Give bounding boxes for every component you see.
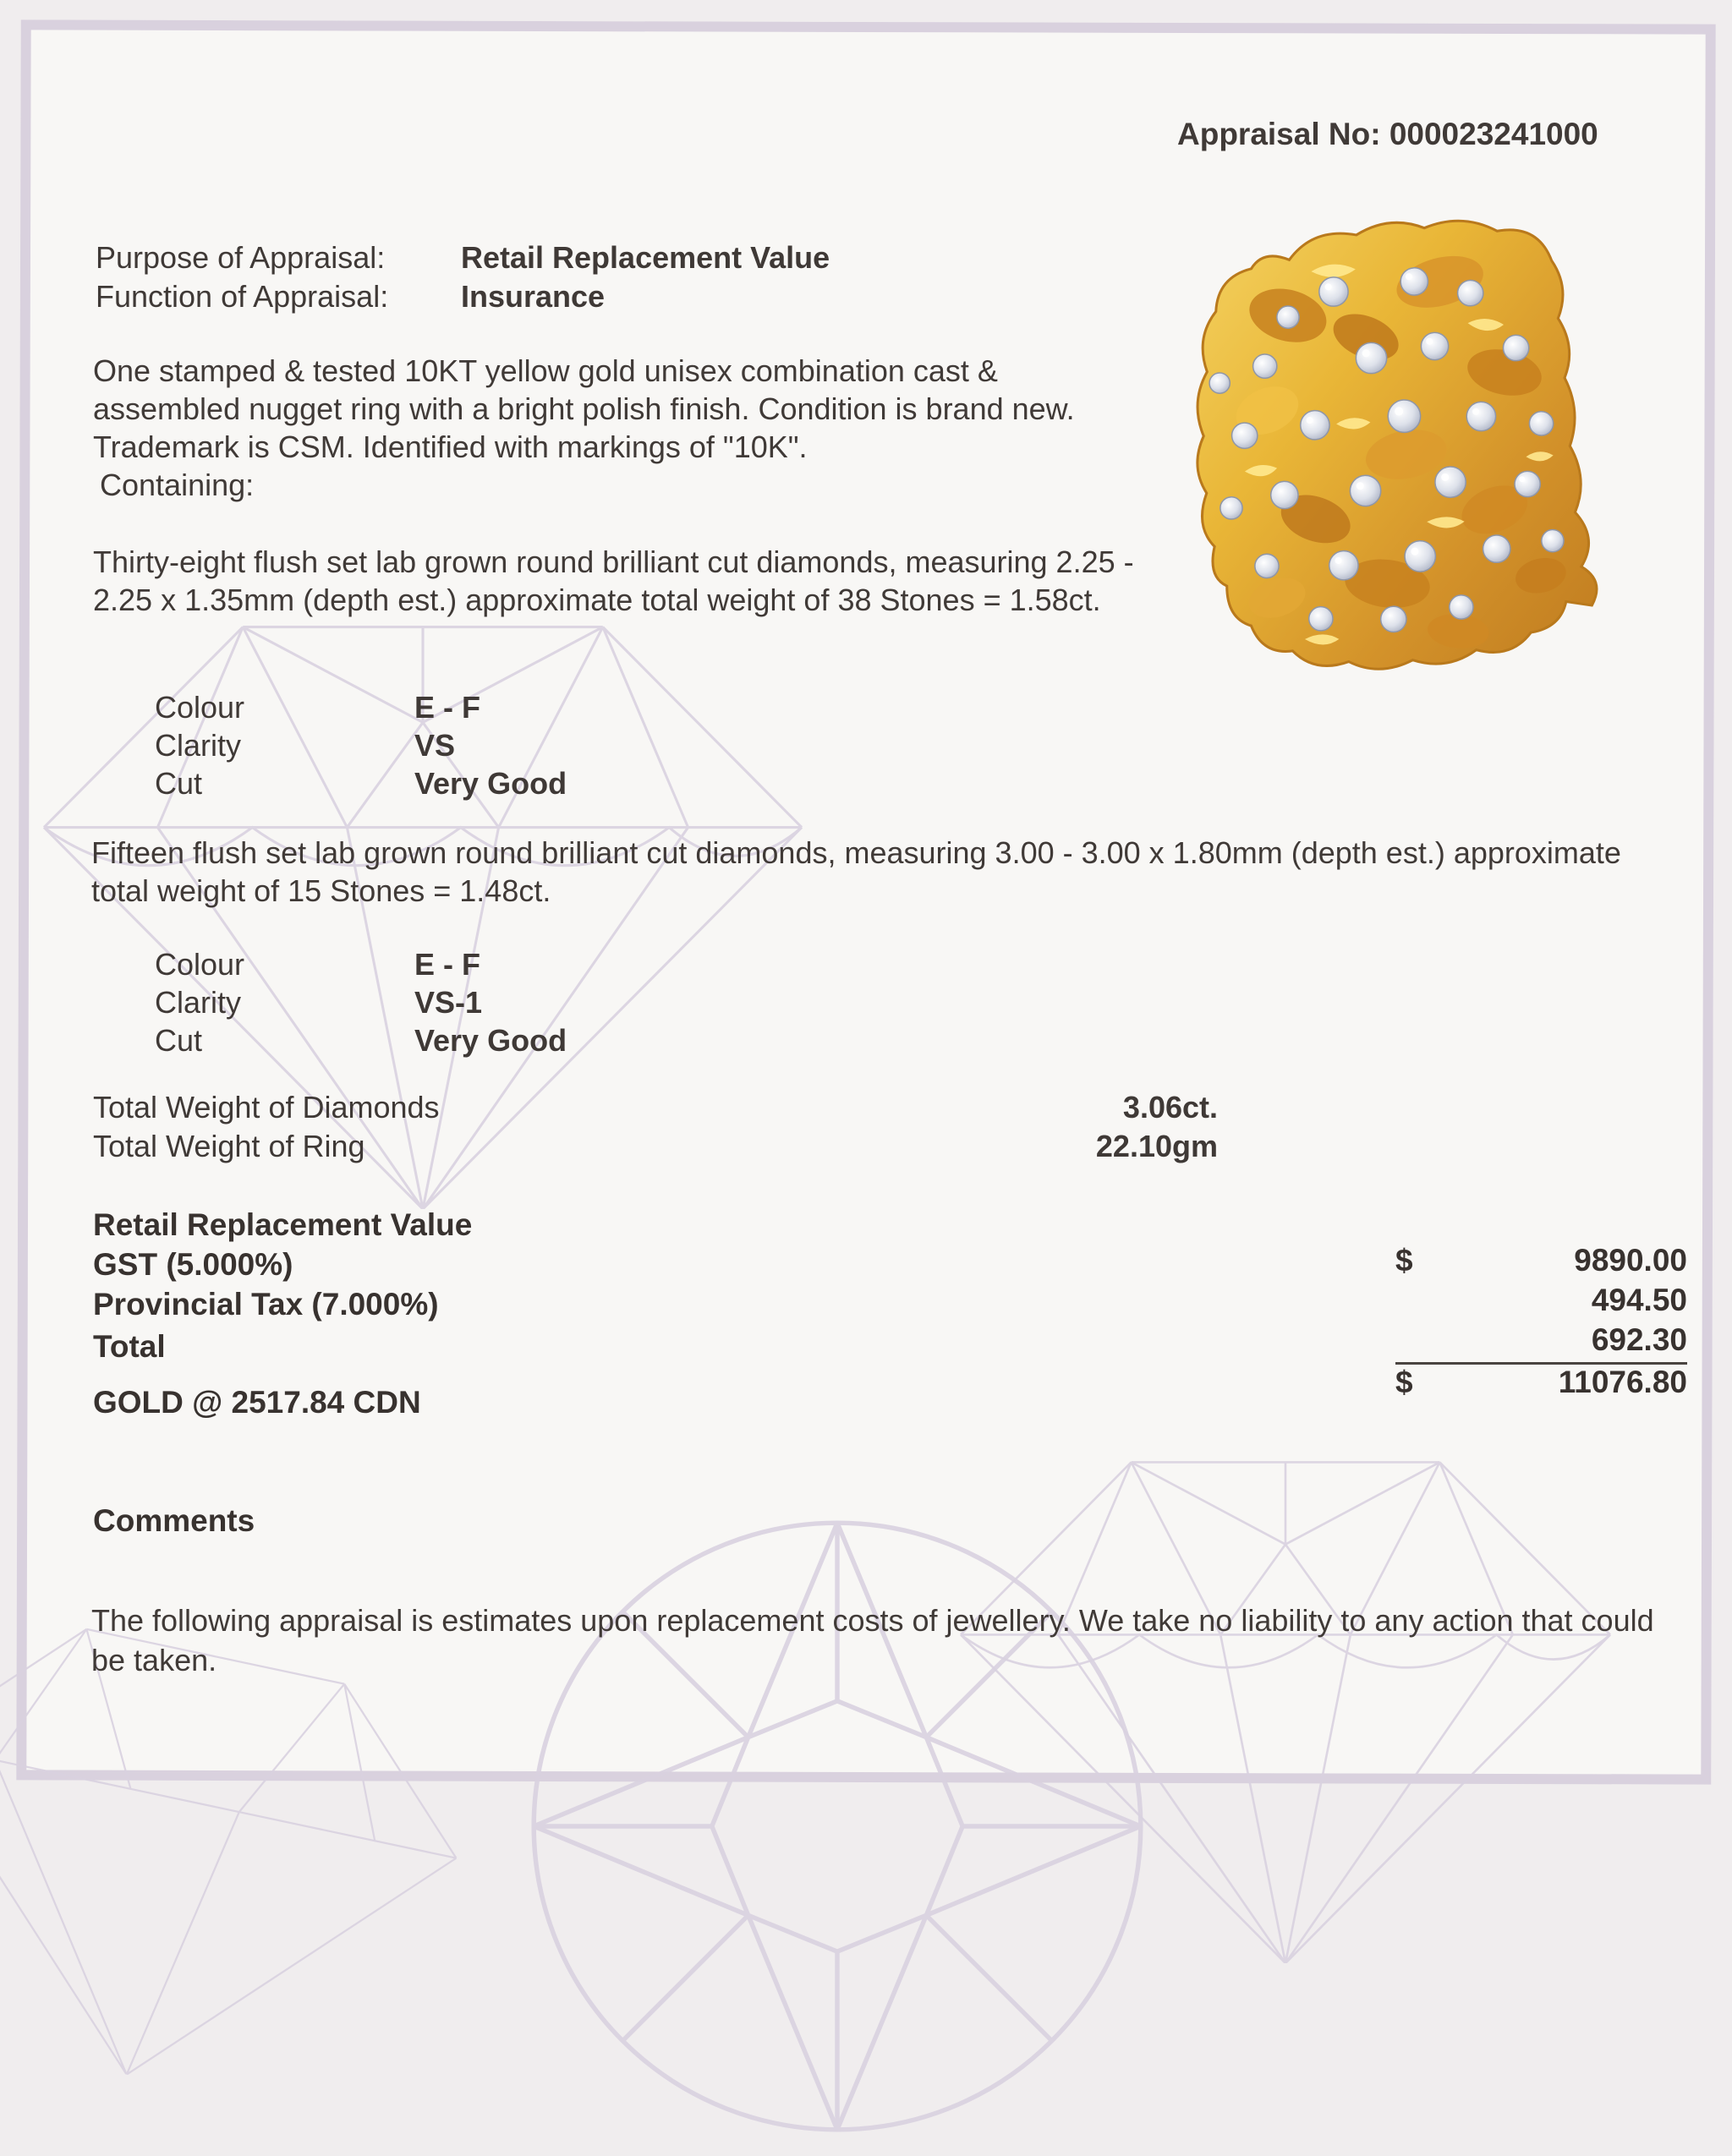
- colour-label: Colour: [155, 947, 245, 982]
- colour-label: Colour: [155, 690, 245, 725]
- purpose-value: Retail Replacement Value: [461, 240, 830, 275]
- gst-label: GST (5.000%): [93, 1247, 293, 1282]
- total-weight-ring-row: [93, 1129, 1218, 1164]
- function-of-appraisal-row: [96, 279, 606, 315]
- total-amount: $ 11076.80: [1395, 1365, 1687, 1399]
- currency-symbol: $: [1395, 1243, 1413, 1278]
- spec-row-clarity: [155, 728, 916, 766]
- appraisal-number: [1177, 115, 1598, 153]
- total-weight-diamonds-label: Total Weight of Diamonds: [93, 1090, 440, 1125]
- cut-label: Cut: [155, 766, 203, 801]
- ring-photo: [1165, 208, 1612, 681]
- stone-group-2-description: Fifteen flush set lab grown round brilliant cut diamonds, measuring 3.00 - 3.00 x 1.80mm (depth est.) approximate total weight of 15 Stones = 1.48ct.: [91, 835, 1621, 908]
- appraisal-number-value: 000023241000: [1389, 117, 1598, 151]
- total-weight-diamonds-row: [93, 1090, 1218, 1125]
- appraisal-number-label: Appraisal No:: [1177, 117, 1381, 151]
- retail-replacement-value-label: Retail Replacement Value: [93, 1207, 473, 1242]
- stone-group-1-description: Thirty-eight flush set lab grown round brilliant cut diamonds, measuring 2.25 - 2.25 x 1.35mm (depth est.) approximate total weight of 38 Stones = 1.58ct.: [93, 544, 1134, 617]
- cut-value: Very Good: [414, 766, 567, 801]
- comments-body: The following appraisal is estimates upon replacement costs of jewellery. We take no liability to any action that could be taken.: [91, 1603, 1654, 1677]
- colour-value: E - F: [414, 690, 480, 725]
- stone-group-1-specs: [155, 690, 916, 804]
- containing-label: Containing:: [100, 468, 255, 502]
- cut-value: Very Good: [414, 1023, 567, 1058]
- diamond-watermark-bottom-center: [507, 1497, 1167, 2156]
- provincial-tax-label: Provincial Tax (7.000%): [93, 1287, 439, 1322]
- gst-amount: 494.50: [1591, 1283, 1687, 1317]
- clarity-label: Clarity: [155, 728, 242, 763]
- gold-price-note: GOLD @ 2517.84 CDN: [93, 1385, 421, 1420]
- clarity-label: Clarity: [155, 985, 242, 1020]
- stone-group-2-specs: [155, 947, 916, 1061]
- purpose-of-appraisal-row: [96, 240, 830, 276]
- spec-row-clarity: [155, 985, 916, 1023]
- cut-label: Cut: [155, 1023, 203, 1058]
- total-weight-diamonds-value: 3.06ct.: [1122, 1090, 1218, 1125]
- colour-value: E - F: [414, 947, 480, 982]
- total-weight-ring-label: Total Weight of Ring: [93, 1129, 365, 1163]
- retail-replacement-value-amount: $ 9890.00: [1395, 1243, 1687, 1278]
- clarity-value: VS: [414, 728, 456, 763]
- comments-heading: Comments: [93, 1503, 255, 1538]
- total-label: Total: [93, 1329, 166, 1364]
- function-value: Insurance: [461, 279, 606, 314]
- purpose-label: Purpose of Appraisal:: [96, 240, 386, 275]
- spec-row-cut: [155, 1023, 916, 1061]
- spec-row-cut: [155, 766, 916, 804]
- clarity-value: VS-1: [414, 985, 483, 1020]
- spec-row-colour: [155, 947, 916, 985]
- item-description-text: One stamped & tested 10KT yellow gold unisex combination cast & assembled nugget ring with a bright polish finish. Condition is brand new. Trademark is CSM. Identified with markings of "10K".: [93, 353, 1075, 464]
- total-weight-ring-value: 22.10gm: [1095, 1129, 1218, 1163]
- function-label: Function of Appraisal:: [96, 279, 389, 314]
- item-description: [93, 352, 1137, 504]
- spec-row-colour: [155, 690, 916, 728]
- provincial-tax-amount: 692.30: [1395, 1322, 1687, 1365]
- currency-symbol: $: [1395, 1365, 1413, 1399]
